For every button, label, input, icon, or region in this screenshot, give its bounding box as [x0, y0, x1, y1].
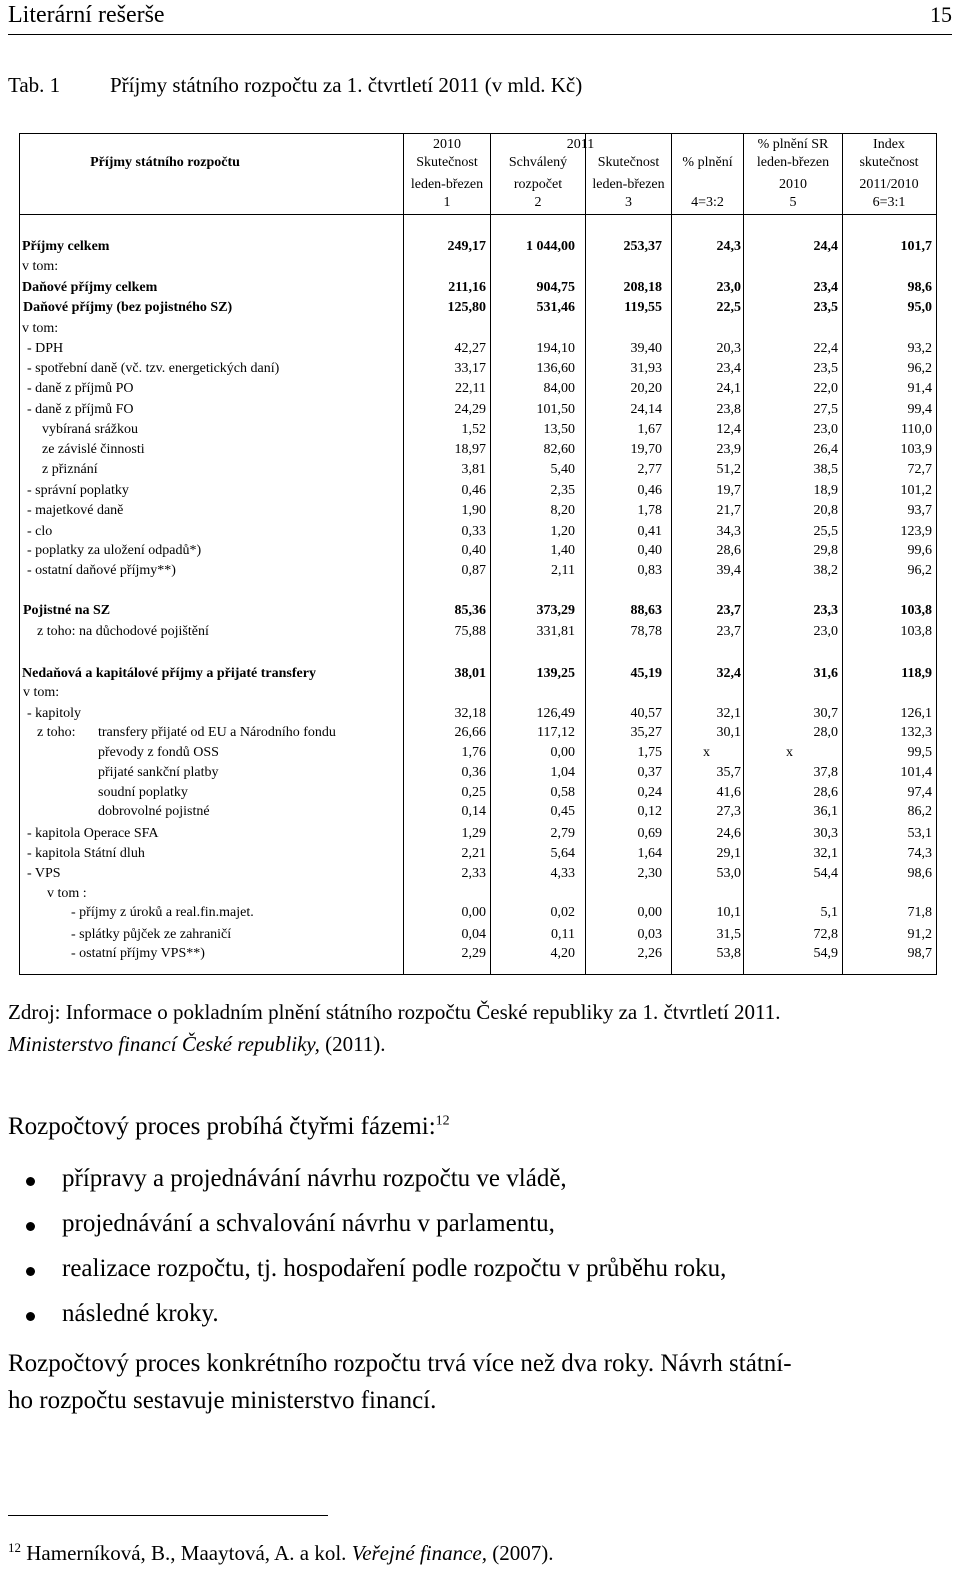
table-cell: 904,75 [536, 280, 575, 295]
row-sublabel: transfery přijaté od EU a Národního fondu [98, 725, 336, 740]
table-cell: 28,0 [813, 725, 838, 740]
table-cell: 99,4 [907, 402, 932, 417]
table-cell: 0,02 [550, 905, 575, 920]
table-cell: 21,7 [716, 503, 741, 518]
table-cell: 1,78 [637, 503, 662, 518]
table-cell: 126,1 [900, 706, 932, 721]
row-label: - ostatní příjmy VPS**) [71, 946, 205, 961]
header-col1-line3: leden-březen [410, 177, 484, 192]
row-label: vybíraná srážkou [42, 422, 139, 437]
table-cell: 99,5 [907, 745, 932, 760]
table-cell: 136,60 [536, 361, 575, 376]
table-cell: 5,40 [550, 462, 575, 477]
table-cell: 24,1 [716, 381, 741, 396]
row-label: z toho: [37, 725, 76, 740]
table-cell: 31,93 [630, 361, 662, 376]
table-cell: 5,1 [820, 905, 838, 920]
table-cell: 42,27 [454, 341, 486, 356]
table-cell: 103,8 [900, 624, 932, 639]
table-cell: 23,0 [813, 422, 838, 437]
header-col1-num: 1 [443, 195, 451, 210]
row-label: - clo [27, 524, 53, 539]
footnote-number: 12 [8, 1540, 21, 1555]
row-label: - kapitola Státní dluh [27, 846, 145, 861]
table-cell: 22,5 [716, 300, 741, 315]
bullet-icon [26, 1312, 35, 1321]
table-cell: 531,46 [536, 300, 575, 315]
col-divider [585, 134, 586, 974]
table-cell: 95,0 [907, 300, 932, 315]
table-cell: 24,14 [630, 402, 662, 417]
table-cell: 30,3 [813, 826, 838, 841]
col-divider [842, 134, 843, 974]
table-cell: 29,8 [813, 543, 838, 558]
table-cell: 24,6 [716, 826, 741, 841]
running-title: Literární rešerše [8, 2, 165, 28]
row-label: převody z fondů OSS [98, 745, 219, 760]
table-cell: 211,16 [448, 280, 486, 295]
table-cell: 23,0 [716, 280, 741, 295]
row-label: - splátky půjček ze zahraničí [71, 927, 232, 942]
header-col4-line1: % plnění [682, 155, 733, 170]
table-cell: 0,58 [550, 785, 575, 800]
row-label: v tom: [22, 259, 59, 274]
source-text: Zdroj: Informace o pokladním plnění státního rozpočtu České republiky za 1. čtvrtletí 2011. [8, 1000, 781, 1024]
row-label: dobrovolné pojistné [98, 804, 210, 819]
table-cell: 26,4 [813, 442, 838, 457]
table-cell: 74,3 [907, 846, 932, 861]
header-col3-num: 3 [625, 195, 632, 210]
table-cell: 5,64 [550, 846, 575, 861]
table-cell: 33,17 [454, 361, 486, 376]
row-label: Daňové příjmy celkem [22, 280, 158, 295]
table-cell: 36,1 [813, 804, 838, 819]
row-label: přijaté sankční platby [98, 765, 219, 780]
row-label: - správní poplatky [27, 483, 129, 498]
table-cell: 93,2 [907, 341, 932, 356]
table-cell: 84,00 [543, 381, 575, 396]
row-label: Příjmy celkem [22, 239, 110, 254]
header-col3-line1: Skutečnost [597, 155, 660, 170]
table-cell: 35,7 [716, 765, 741, 780]
row-label: - příjmy z úroků a real.fin.majet. [71, 905, 254, 920]
table-cell: 1,52 [461, 422, 486, 437]
table-cell: 12,4 [716, 422, 741, 437]
footnote-separator [8, 1515, 328, 1516]
table-cell: 0,46 [637, 483, 662, 498]
row-label: - poplatky za uložení odpadů*) [27, 543, 202, 558]
table-cell: 86,2 [907, 804, 932, 819]
table-cell: 139,25 [536, 666, 575, 681]
row-label: z přiznání [42, 462, 98, 477]
table-cell: 96,2 [907, 361, 932, 376]
table-cell: 0,40 [637, 543, 662, 558]
footnote [8, 1540, 553, 1566]
table-cell: 0,41 [637, 524, 662, 539]
table-cell: 30,1 [716, 725, 741, 740]
row-label: v tom: [23, 685, 60, 700]
table-cell: 40,57 [630, 706, 662, 721]
table-cell: 75,88 [454, 624, 486, 639]
header-col6-line1: Index [873, 137, 905, 152]
intro-footnote-ref: 12 [435, 1113, 450, 1129]
table-cell: 22,4 [813, 341, 838, 356]
table-cell: 24,29 [454, 402, 486, 417]
table-cell: 23,5 [813, 361, 838, 376]
table-cell: 39,4 [716, 563, 741, 578]
row-label: - majetkové daně [27, 503, 124, 518]
table-cell: 117,12 [537, 725, 575, 740]
table-cell: 82,60 [543, 442, 575, 457]
row-label: - daně z příjmů FO [27, 402, 134, 417]
table-cell: 0,36 [461, 765, 486, 780]
table-cell: 13,50 [543, 422, 575, 437]
footnote-title: Veřejné finance, [351, 1541, 487, 1565]
table-cell: 2,79 [550, 826, 575, 841]
table-cell: 18,9 [813, 483, 838, 498]
table-cell: 0,69 [637, 826, 662, 841]
table-cell: 253,37 [623, 239, 662, 254]
table-cell: 91,4 [907, 381, 932, 396]
row-label: - spotřební daně (vč. tzv. energetických daní) [27, 361, 280, 376]
header-col6-line2: skutečnost [859, 155, 919, 170]
table-cell: 45,19 [630, 666, 662, 681]
table-cell: 2,33 [461, 866, 486, 881]
header-col2-line2: Schválený [508, 155, 568, 170]
table-cell: 4,33 [550, 866, 575, 881]
table-cell: 103,8 [900, 603, 932, 618]
page-number: 15 [930, 2, 952, 27]
table-cell: 23,4 [716, 361, 741, 376]
table-cell: 0,45 [550, 804, 575, 819]
table-cell: 1,76 [461, 745, 486, 760]
table-cell: 24,4 [813, 239, 838, 254]
table-cell: x [786, 745, 793, 760]
table-cell: 98,7 [907, 946, 932, 961]
table-cell: 0,04 [461, 927, 486, 942]
table-cell: 4,20 [550, 946, 575, 961]
table-cell: 28,6 [716, 543, 741, 558]
table-cell: 331,81 [536, 624, 575, 639]
table-cell: 29,1 [716, 846, 741, 861]
table-cell: x [703, 745, 710, 760]
table-source [8, 996, 952, 1060]
table-cell: 85,36 [454, 603, 486, 618]
header-col6-line3: 2011/2010 [859, 177, 919, 192]
row-label: ze závislé činnosti [42, 442, 145, 457]
col-divider [743, 134, 744, 974]
table-cell: 72,8 [813, 927, 838, 942]
table-cell: 71,8 [907, 905, 932, 920]
table-cell: 194,10 [536, 341, 575, 356]
table-cell: 28,6 [813, 785, 838, 800]
table-cell: 0,03 [637, 927, 662, 942]
table-cell: 93,7 [907, 503, 932, 518]
table-cell: 25,5 [813, 524, 838, 539]
table-cell: 0,00 [637, 905, 662, 920]
table-cell: 20,3 [716, 341, 741, 356]
table-cell: 1,29 [461, 826, 486, 841]
bullet-icon [26, 1267, 35, 1276]
table-cell: 98,6 [907, 280, 932, 295]
row-label: - daně z příjmů PO [27, 381, 134, 396]
source-year: (2011). [325, 1032, 386, 1056]
table-cell: 101,2 [900, 483, 932, 498]
list-item-text: projednávání a schvalování návrhu v parlamentu, [62, 1210, 555, 1237]
table-cell: 41,6 [716, 785, 741, 800]
table-cell: 1,04 [550, 765, 575, 780]
table-cell: 103,9 [900, 442, 932, 457]
table-cell: 39,40 [630, 341, 662, 356]
table-cell: 110,0 [901, 422, 932, 437]
table-cell: 54,9 [813, 946, 838, 961]
table-cell: 32,1 [716, 706, 741, 721]
table-cell: 27,3 [716, 804, 741, 819]
col-divider [490, 134, 491, 974]
table-cell: 2,29 [461, 946, 486, 961]
table-cell: 2,26 [637, 946, 662, 961]
table-cell: 99,6 [907, 543, 932, 558]
table-cell: 2,35 [550, 483, 575, 498]
table-cell: 0,14 [461, 804, 486, 819]
row-label: - ostatní daňové příjmy**) [27, 563, 176, 578]
table-cell: 0,37 [637, 765, 662, 780]
table-cell: 22,0 [813, 381, 838, 396]
table-cell: 2,77 [637, 462, 662, 477]
header-divider [20, 214, 936, 215]
table-cell: 0,00 [461, 905, 486, 920]
table-cell: 23,3 [813, 603, 838, 618]
table-cell: 91,2 [907, 927, 932, 942]
table-cell: 23,7 [716, 603, 741, 618]
table-cell: 23,0 [813, 624, 838, 639]
table-cell: 8,20 [550, 503, 575, 518]
intro-paragraph [8, 1113, 450, 1141]
table-cell: 98,6 [907, 866, 932, 881]
table-cell: 53,0 [716, 866, 741, 881]
table-cell: 88,63 [630, 603, 662, 618]
intro-text: Rozpočtový proces probíhá čtyřmi fázemi: [8, 1113, 436, 1140]
table-cell: 132,3 [900, 725, 932, 740]
header-col1-year: 2010 [433, 137, 461, 152]
table-cell: 0,33 [461, 524, 486, 539]
table-cell: 23,8 [716, 402, 741, 417]
table-cell: 18,97 [454, 442, 486, 457]
table-cell: 101,50 [536, 402, 575, 417]
table-cell: 27,5 [813, 402, 838, 417]
table-cell: 20,20 [630, 381, 662, 396]
source-publisher: Ministerstvo financí České republiky, [8, 1032, 320, 1056]
header-col3-line2: leden-březen [592, 177, 665, 192]
table-cell: 32,1 [813, 846, 838, 861]
table-cell: 53,8 [716, 946, 741, 961]
table-caption-label: Tab. 1 [8, 73, 61, 97]
table-cell: 23,7 [716, 624, 741, 639]
row-label: z toho: na důchodové pojištění [37, 624, 209, 639]
table-cell: 1,20 [550, 524, 575, 539]
table-cell: 2,21 [461, 846, 486, 861]
table-cell: 32,4 [716, 666, 741, 681]
table-cell: 23,9 [716, 442, 741, 457]
table-cell: 0,40 [461, 543, 486, 558]
table-cell: 101,4 [900, 765, 932, 780]
header-col5-line3: 2010 [779, 177, 807, 192]
row-label: Pojistné na SZ [23, 603, 111, 618]
table-cell: 0,46 [461, 483, 486, 498]
header-col5-num: 5 [789, 195, 797, 210]
table-cell: 30,7 [813, 706, 838, 721]
row-label: - kapitola Operace SFA [27, 826, 159, 841]
body-paragraph-line1: Rozpočtový proces konkrétního rozpočtu trvá více než dva roky. Návrh státní- [8, 1350, 792, 1377]
list-item-text: přípravy a projednávání návrhu rozpočtu ve vládě, [62, 1165, 567, 1192]
table-cell: 23,5 [813, 300, 838, 315]
table-cell: 125,80 [447, 300, 486, 315]
list-item-text: realizace rozpočtu, tj. hospodaření podle rozpočtu v průběhu roku, [62, 1255, 727, 1282]
table-cell: 0,25 [461, 785, 486, 800]
header-2011: 2011 [566, 137, 595, 152]
row-label: v tom : [47, 886, 87, 901]
table-cell: 23,4 [813, 280, 838, 295]
col-divider [403, 134, 404, 974]
table-cell: 1,67 [637, 422, 662, 437]
table-cell: 0,24 [637, 785, 662, 800]
table-cell: 20,8 [813, 503, 838, 518]
table-cell: 35,27 [630, 725, 662, 740]
table-cell: 373,29 [536, 603, 575, 618]
row-label: - DPH [27, 341, 64, 356]
table-cell: 2,11 [551, 563, 575, 578]
table-cell: 2,30 [637, 866, 662, 881]
table-cell: 96,2 [907, 563, 932, 578]
table-cell: 38,5 [813, 462, 838, 477]
header-row-label: Příjmy státního rozpočtu [90, 155, 240, 170]
table-cell: 126,49 [536, 706, 575, 721]
table-cell: 1,40 [550, 543, 575, 558]
table-cell: 10,1 [716, 905, 741, 920]
table-cell: 38,2 [813, 563, 838, 578]
row-label: - kapitoly [27, 706, 82, 721]
table-cell: 97,4 [907, 785, 932, 800]
table-cell: 118,9 [901, 666, 932, 681]
table-cell: 37,8 [813, 765, 838, 780]
table-cell: 22,11 [455, 381, 486, 396]
table-cell: 34,3 [716, 524, 741, 539]
table-cell: 0,83 [637, 563, 662, 578]
row-label: - VPS [27, 866, 61, 881]
list-item-text: následné kroky. [62, 1300, 219, 1327]
table-cell: 0,12 [637, 804, 662, 819]
table-cell: 1,75 [637, 745, 662, 760]
table-cell: 24,3 [716, 239, 741, 254]
table-cell: 208,18 [623, 280, 662, 295]
table-cell: 0,00 [550, 745, 575, 760]
table-cell: 72,7 [907, 462, 932, 477]
table-cell: 26,66 [454, 725, 486, 740]
budget-table [19, 133, 937, 975]
table-cell: 31,5 [716, 927, 741, 942]
bullet-icon [26, 1222, 35, 1231]
table-cell: 32,18 [454, 706, 486, 721]
header-col6-num: 6=3:1 [872, 195, 906, 210]
table-cell: 19,70 [630, 442, 662, 457]
row-label: v tom: [22, 321, 59, 336]
footnote-text: Hamerníková, B., Maaytová, A. a kol. [26, 1541, 347, 1565]
table-cell: 1 044,00 [526, 239, 575, 254]
row-label: Nedaňová a kapitálové příjmy a přijaté transfery [22, 666, 316, 681]
table-cell: 38,01 [454, 666, 486, 681]
table-cell: 19,7 [716, 483, 741, 498]
table-cell: 123,9 [900, 524, 932, 539]
footnote-year: (2007). [492, 1541, 554, 1565]
header-col5-line1: % plnění SR [757, 137, 829, 152]
header-col1-line2: Skutečnost [416, 155, 478, 170]
table-cell: 1,90 [461, 503, 486, 518]
header-col2-line3: rozpočet [513, 177, 563, 192]
table-caption-text: Příjmy státního rozpočtu za 1. čtvrtletí 2011 (v mld. Kč) [110, 73, 583, 97]
header-col5-line2: leden-březen [756, 155, 830, 170]
table-cell: 101,7 [900, 239, 932, 254]
table-cell: 0,87 [461, 563, 486, 578]
col-divider [671, 134, 672, 974]
table-cell: 31,6 [813, 666, 838, 681]
page-header [8, 0, 952, 35]
row-label: soudní poplatky [98, 785, 188, 800]
table-cell: 53,1 [907, 826, 932, 841]
row-label: Daňové příjmy (bez pojistného SZ) [23, 300, 233, 315]
table-cell: 78,78 [630, 624, 662, 639]
bullet-icon [26, 1177, 35, 1186]
table-cell: 54,4 [813, 866, 838, 881]
table-cell: 1,64 [637, 846, 662, 861]
header-col2-num: 2 [534, 195, 542, 210]
body-paragraph-line2: ho rozpočtu sestavuje ministerstvo financí. [8, 1387, 437, 1414]
table-cell: 3,81 [461, 462, 486, 477]
table-cell: 51,2 [716, 462, 741, 477]
table-cell: 119,55 [624, 300, 662, 315]
header-col4-num: 4=3:2 [691, 195, 724, 210]
table-cell: 0,11 [551, 927, 575, 942]
table-cell: 249,17 [447, 239, 486, 254]
